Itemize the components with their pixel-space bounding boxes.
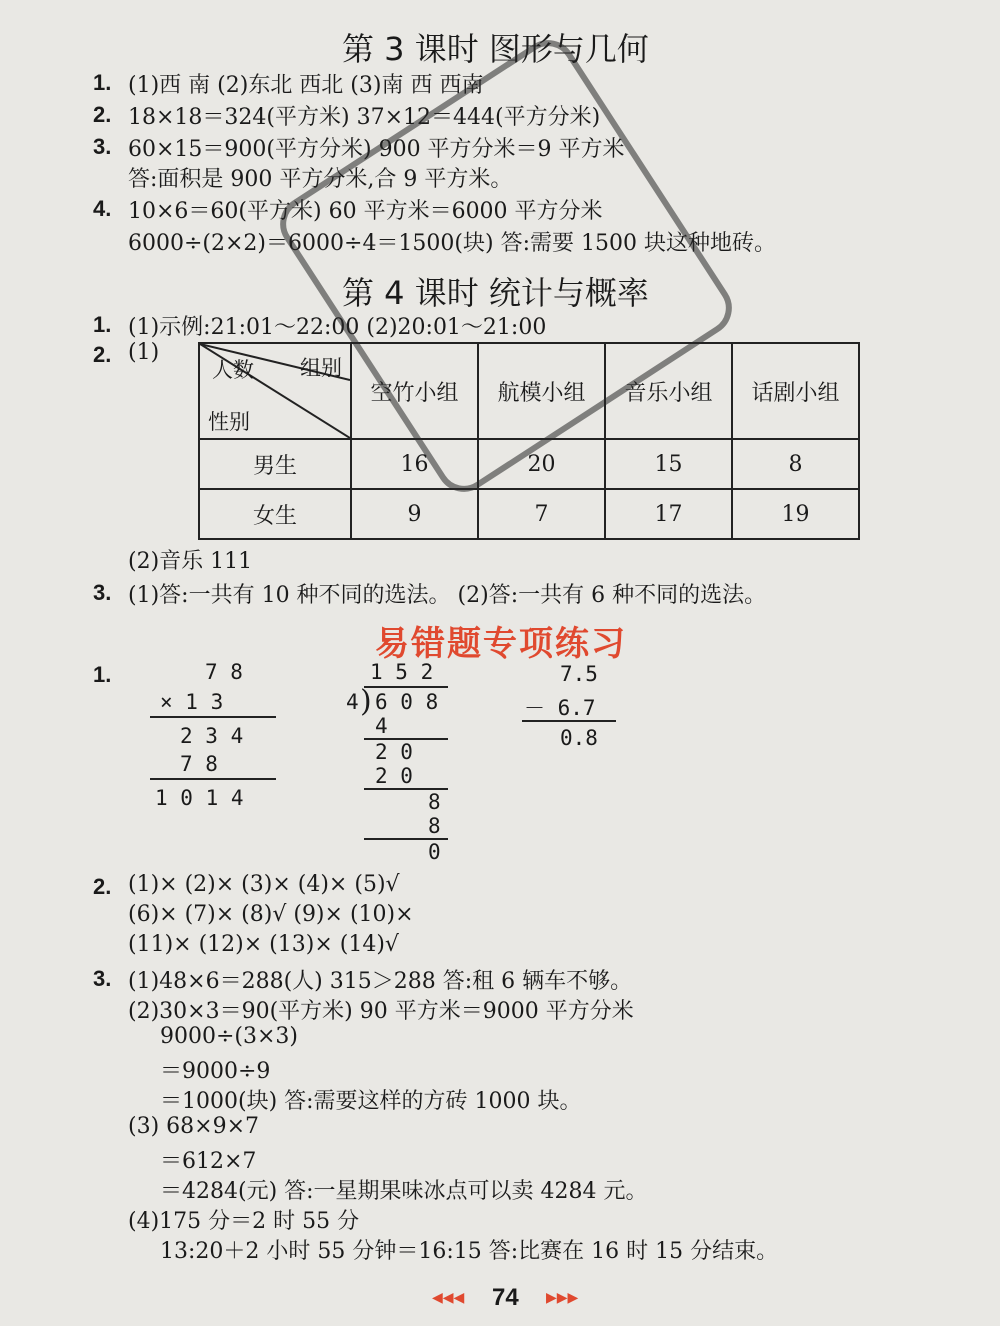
calc-difference: 0.8 bbox=[560, 726, 598, 750]
calc-partial: 2 3 4 bbox=[180, 724, 244, 748]
section-title-error-practice: 易错题专项练习 bbox=[375, 624, 627, 664]
calc-multiplier: × 1 3 bbox=[160, 690, 224, 714]
item-number: 2. bbox=[93, 342, 112, 367]
column-header: 音乐小组 bbox=[605, 343, 732, 439]
answer-line: (4)175 分＝2 时 55 分 bbox=[128, 1209, 360, 1234]
column-header: 空竹小组 bbox=[351, 343, 478, 439]
section-title-geometry: 第 3 课时 图形与几何 bbox=[342, 30, 649, 68]
left-arrows-icon: ◀◀◀ bbox=[432, 1290, 465, 1306]
item-number: 4. bbox=[93, 196, 112, 221]
calc-step: 8 bbox=[428, 814, 441, 838]
calc-quotient: 1 5 2 bbox=[370, 660, 434, 684]
answer-line: (6)× (7)× (8)√ (9)× (10)× bbox=[128, 902, 414, 927]
page-number: 74 bbox=[492, 1284, 519, 1311]
table-cell: 16 bbox=[351, 439, 478, 489]
item-number: 2. bbox=[93, 102, 112, 127]
answer-line: 答:面积是 900 平方分米,合 9 平方米。 bbox=[128, 167, 513, 192]
answer-label: (1) bbox=[128, 340, 160, 365]
column-header: 话剧小组 bbox=[732, 343, 859, 439]
item-number: 3. bbox=[93, 580, 112, 605]
answer-line: (1)示例:21:01～22:00 (2)20:01～21:00 bbox=[128, 315, 547, 340]
calc-step: 2 0 bbox=[375, 764, 413, 788]
calc-rule bbox=[522, 720, 616, 722]
calc-product: 1 0 1 4 bbox=[155, 786, 244, 810]
row-header: 女生 bbox=[199, 489, 351, 539]
answer-line: 10×6＝60(平方米) 60 平方米＝6000 平方分米 bbox=[128, 199, 603, 224]
calc-step: 8 bbox=[428, 790, 441, 814]
table-corner-cell bbox=[199, 343, 351, 439]
answer-line: 9000÷(3×3) bbox=[160, 1024, 299, 1049]
answer-line: (2)30×3＝90(平方米) 90 平方米＝9000 平方分米 bbox=[128, 999, 634, 1024]
answer-line: (1)× (2)× (3)× (4)× (5)√ bbox=[128, 872, 400, 897]
item-number: 3. bbox=[93, 134, 112, 159]
section-title-statistics: 第 4 课时 统计与概率 bbox=[342, 274, 649, 312]
item-number: 2. bbox=[93, 874, 112, 899]
table-cell: 19 bbox=[732, 489, 859, 539]
item-number: 1. bbox=[93, 70, 112, 95]
answer-line: 60×15＝900(平方分米) 900 平方分米＝9 平方米 bbox=[128, 137, 625, 162]
corner-label-count: 人数 bbox=[212, 358, 254, 382]
answer-line: ＝612×7 bbox=[160, 1149, 257, 1174]
calc-step: 2 0 bbox=[375, 740, 413, 764]
calc-rule bbox=[150, 716, 276, 718]
answer-line: ＝4284(元) 答:一星期果味冰点可以卖 4284 元。 bbox=[160, 1179, 648, 1204]
answer-line: (2)音乐 111 bbox=[128, 549, 253, 574]
table-cell: 9 bbox=[351, 489, 478, 539]
right-arrows-icon: ▶▶▶ bbox=[546, 1290, 579, 1306]
table-cell: 17 bbox=[605, 489, 732, 539]
calc-divisor: 4 bbox=[346, 690, 359, 714]
item-number: 1. bbox=[93, 312, 112, 337]
calc-step: 4 bbox=[375, 714, 388, 738]
answer-line: (1)48×6＝288(人) 315＞288 答:租 6 辆车不够。 bbox=[128, 969, 633, 994]
item-number: 3. bbox=[93, 966, 112, 991]
calc-rule bbox=[364, 686, 448, 688]
answer-line: (1)答:一共有 10 种不同的选法。 (2)答:一共有 6 种不同的选法。 bbox=[128, 583, 767, 608]
table-row bbox=[199, 489, 859, 539]
answer-line: 6000÷(2×2)＝6000÷4＝1500(块) 答:需要 1500 块这种地砖。 bbox=[128, 231, 776, 256]
answer-line: (11)× (12)× (13)× (14)√ bbox=[128, 932, 399, 957]
calc-dividend: 6 0 8 bbox=[375, 690, 439, 714]
answer-line: 13:20＋2 小时 55 分钟＝16:15 答:比赛在 16 时 15 分结束。 bbox=[160, 1239, 779, 1264]
calc-minuend: 7.5 bbox=[560, 662, 598, 686]
calc-remainder: 0 bbox=[428, 840, 441, 864]
table-cell: 8 bbox=[732, 439, 859, 489]
division-bracket: ) bbox=[360, 684, 372, 719]
answer-line: ＝1000(块) 答:需要这样的方砖 1000 块。 bbox=[160, 1089, 582, 1114]
column-header: 航模小组 bbox=[478, 343, 605, 439]
answer-line: 18×18＝324(平方米) 37×12＝444(平方分米) bbox=[128, 105, 601, 130]
table-cell: 15 bbox=[605, 439, 732, 489]
calc-multiplicand: 7 8 bbox=[205, 660, 243, 684]
calc-partial: 7 8 bbox=[180, 752, 218, 776]
corner-label-gender: 性别 bbox=[208, 410, 250, 434]
answer-line: (3) 68×9×7 bbox=[128, 1114, 260, 1139]
calc-rule bbox=[150, 778, 276, 780]
row-header: 男生 bbox=[199, 439, 351, 489]
item-number: 1. bbox=[93, 662, 112, 687]
calc-subtrahend: － 6.7 bbox=[524, 696, 596, 720]
answer-line: ＝9000÷9 bbox=[160, 1059, 271, 1084]
corner-label-group: 组别 bbox=[300, 356, 342, 380]
table-cell: 20 bbox=[478, 439, 605, 489]
answer-line: (1)西 南 (2)东北 西北 (3)南 西 西南 bbox=[128, 73, 484, 98]
table-cell: 7 bbox=[478, 489, 605, 539]
